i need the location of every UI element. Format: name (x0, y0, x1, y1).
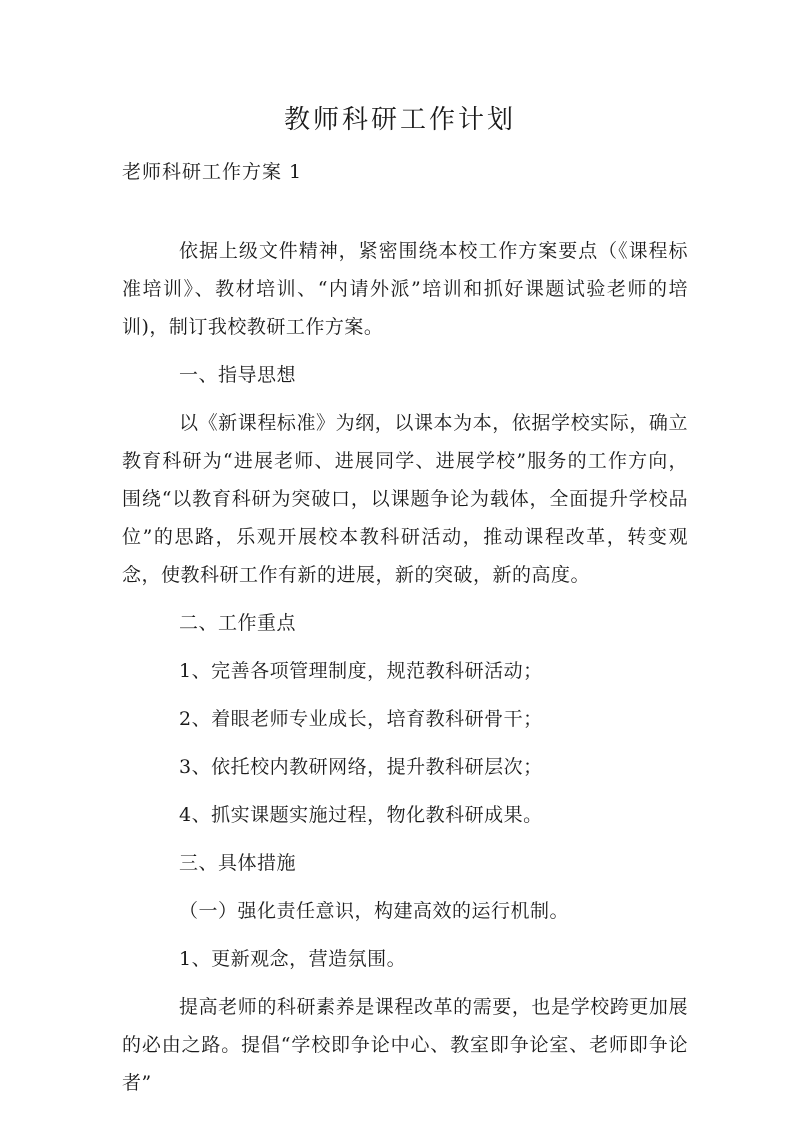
section-heading-work-focus: 二、工作重点 (179, 612, 297, 634)
list-item: 1、更新观念，营造氛围。 (179, 948, 407, 970)
list-item: 3、依托校内教研网络，提升教科研层次； (179, 756, 543, 778)
document-body (122, 232, 688, 1112)
paragraph-research-literacy: 提高老师的科研素养是课程改革的需要，也是学校跨更加展的必由之路。提倡“学校即争论中心、教室即争论室、老师即争论者” (122, 996, 688, 1094)
section-heading-guiding-thought: 一、指导思想 (179, 364, 297, 386)
list-item: 1、完善各项管理制度，规范教科研活动； (179, 660, 543, 682)
section-heading-measures: 三、具体措施 (179, 852, 297, 874)
document-subtitle: 老师科研工作方案 1 (122, 161, 303, 183)
list-item: 2、着眼老师专业成长，培育教科研骨干； (179, 708, 543, 730)
paragraph-guiding-thought: 以《新课程标准》为纲，以课本为本，依据学校实际，确立教育科研为“进展老师、进展同学、进展学校”服务的工作方向，围绕“以教育科研为突破口，以课题争论为载体，全面提升学校品位”的思路，乐观开展校本教科研活动，推动课程改革，转变观念，使教科研工作有新的进展，新的突破，新的高度。 (122, 412, 688, 586)
sub-heading-responsibility: （一）强化责任意识，构建高效的运行机制。 (179, 900, 570, 922)
document-title: 教师科研工作计划 (283, 105, 516, 135)
list-item: 4、抓实课题实施过程，物化教科研成果。 (179, 804, 543, 826)
paragraph-intro: 依据上级文件精神，紧密围绕本校工作方案要点（《课程标准培训》、教材培训、“内请外派”培训和抓好课题试验老师的培训)，制订我校教研工作方案。 (122, 240, 688, 338)
